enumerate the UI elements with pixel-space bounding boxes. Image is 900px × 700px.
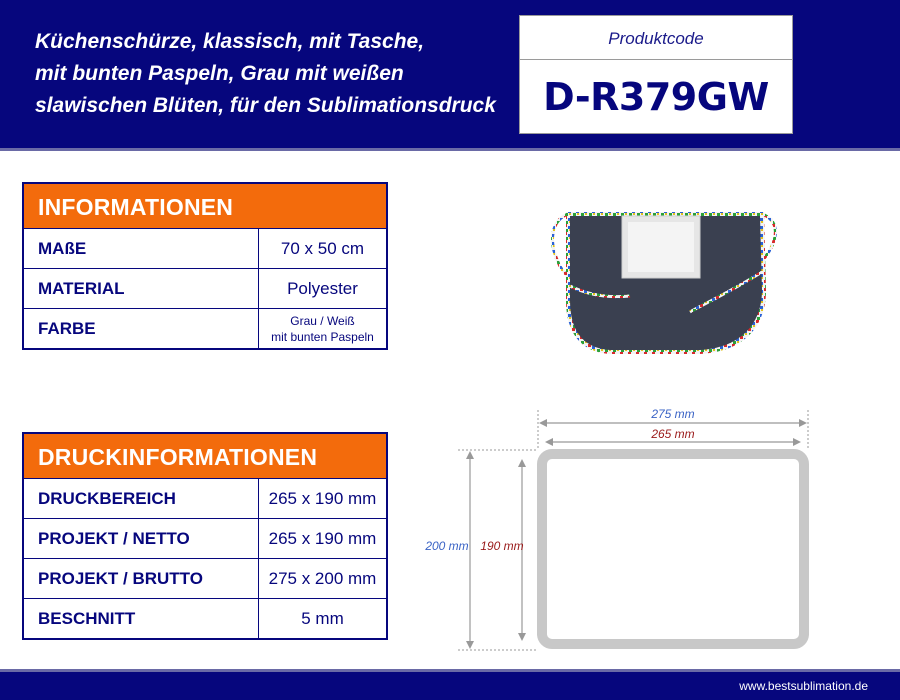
- row-value: Polyester: [287, 279, 358, 298]
- product-code-label: Produktcode: [520, 16, 792, 60]
- row-value: 5 mm: [301, 609, 344, 628]
- table-row: [23, 599, 387, 639]
- outer-width-label: 275 mm: [651, 407, 695, 421]
- row-key: DRUCKBEREICH: [24, 479, 259, 518]
- apron-product-image: [540, 200, 790, 365]
- table-row: [23, 559, 387, 599]
- title-line-3: slawischen Blüten, für den Sublimationsdruck: [35, 94, 496, 117]
- color-line-1: Grau / Weiß: [290, 314, 355, 328]
- title-line-1: Küchenschürze, klassisch, mit Tasche,: [35, 30, 425, 53]
- website-link[interactable]: www.bestsublimation.de: [739, 679, 868, 693]
- table-row: [23, 519, 387, 559]
- info-table-title: INFORMATIONEN: [23, 183, 387, 229]
- row-key: PROJEKT / BRUTTO: [24, 559, 259, 598]
- inner-width-label: 265 mm: [651, 427, 695, 441]
- color-line-2: mit bunten Paspeln: [271, 330, 374, 344]
- table-row: [23, 309, 387, 349]
- row-value: 275 x 200 mm: [268, 569, 377, 588]
- print-area-diagram: [420, 402, 820, 657]
- table-row: [23, 479, 387, 519]
- table-row: [23, 229, 387, 269]
- footer-bar: [0, 672, 900, 700]
- row-value: [259, 309, 386, 348]
- print-table: [22, 432, 388, 640]
- row-key: MAßE: [24, 229, 259, 268]
- row-key: BESCHNITT: [24, 599, 259, 638]
- outer-height-label: 200 mm: [425, 539, 469, 553]
- title-line-2: mit bunten Paspeln, Grau mit weißen: [35, 62, 404, 85]
- row-key: MATERIAL: [24, 269, 259, 308]
- row-value: 265 x 190 mm: [268, 489, 377, 508]
- header-divider: [0, 148, 900, 151]
- info-table: [22, 182, 388, 350]
- product-code-box: [519, 15, 793, 134]
- product-code-value: D-R379GW: [543, 75, 769, 119]
- row-key: PROJEKT / NETTO: [24, 519, 259, 558]
- row-key: FARBE: [24, 309, 259, 348]
- row-value: 265 x 190 mm: [268, 529, 377, 548]
- print-area-frame: [542, 454, 804, 644]
- product-title: [35, 26, 505, 122]
- table-row: [23, 269, 387, 309]
- inner-height-label: 190 mm: [480, 539, 524, 553]
- print-table-title: DRUCKINFORMATIONEN: [23, 433, 387, 479]
- row-value: 70 x 50 cm: [280, 239, 365, 258]
